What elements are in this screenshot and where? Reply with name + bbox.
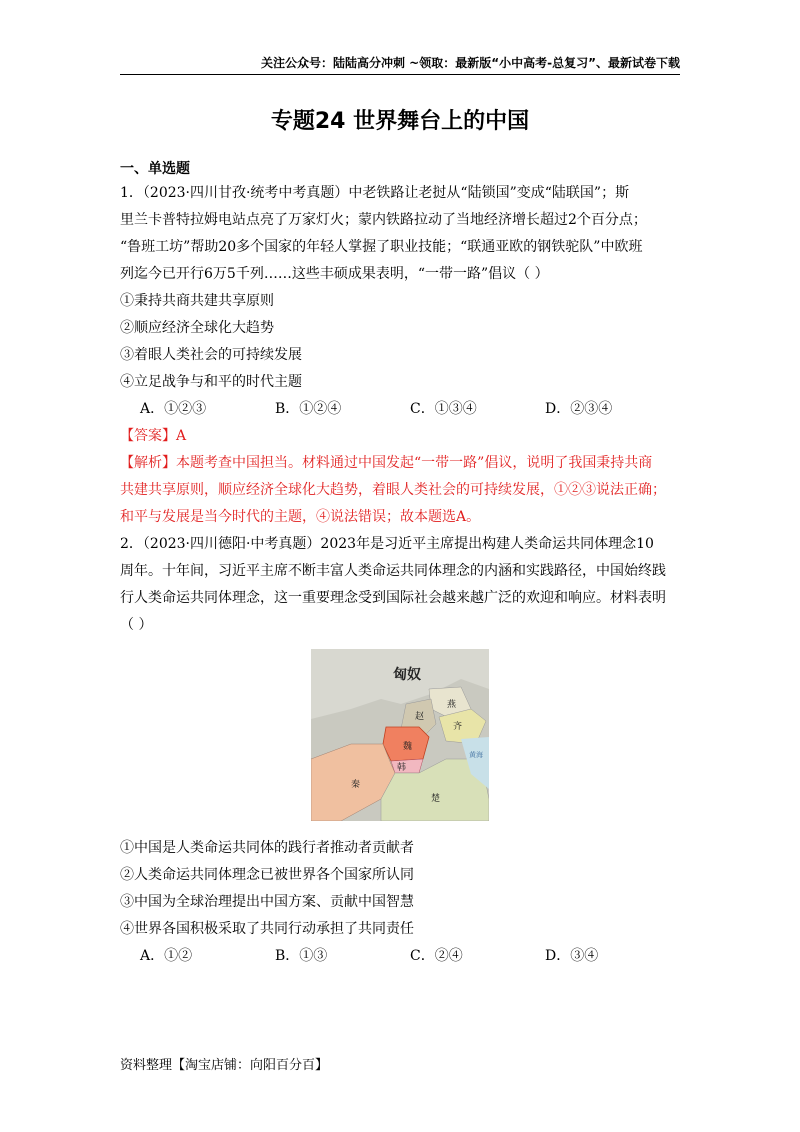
statement: ②人类命运共同体理念已被世界各个国家所认同 bbox=[120, 867, 414, 883]
question-1 bbox=[120, 180, 680, 531]
label-qin: 秦 bbox=[351, 780, 361, 790]
question-line: 里兰卡普特拉姆电站点亮了万家灯火；蒙内铁路拉动了当地经济增长超过2个百分点； bbox=[120, 212, 647, 228]
statement: ③着眼人类社会的可持续发展 bbox=[120, 347, 302, 363]
label-chu: 楚 bbox=[431, 794, 441, 804]
option-a[interactable]: A．①② bbox=[140, 948, 193, 964]
question-line: 1．（2023·四川甘孜·统考中考真题）中老铁路让老挝从“陆锁国”变成“陆联国”；斯 bbox=[120, 185, 630, 201]
options-row bbox=[120, 943, 680, 970]
statement: ④立足战争与和平的时代主题 bbox=[120, 374, 302, 390]
question-line: 周年。十年间，习近平主席不断丰富人类命运共同体理念的内涵和实践路径，中国始终践 bbox=[120, 563, 666, 579]
question-line: 2．（2023·四川德阳·中考真题）2023年是习近平主席提出构建人类命运共同体理念10 bbox=[120, 536, 654, 552]
section-heading: 一、单选题 bbox=[120, 161, 190, 177]
label-yan: 燕 bbox=[447, 700, 457, 710]
label-xiongnu: 匈奴 bbox=[393, 667, 421, 683]
analysis-line: 和平与发展是当今时代的主题，④说法错误；故本题选A。 bbox=[120, 509, 481, 525]
label-zhao: 赵 bbox=[415, 712, 425, 722]
label-han: 韩 bbox=[397, 763, 407, 773]
options-row bbox=[120, 396, 680, 423]
option-b[interactable]: B．①②④ bbox=[275, 401, 342, 417]
option-b[interactable]: B．①③ bbox=[275, 948, 328, 964]
label-sea: 黄海 bbox=[469, 751, 483, 759]
han-region bbox=[391, 759, 423, 773]
page-title: 专题24 世界舞台上的中国 bbox=[270, 109, 530, 134]
warring-states-map bbox=[311, 649, 489, 821]
option-c[interactable]: C．①③④ bbox=[410, 401, 477, 417]
label-qi: 齐 bbox=[453, 722, 463, 732]
option-c[interactable]: C．②④ bbox=[410, 948, 463, 964]
answer: 【答案】A bbox=[120, 428, 187, 444]
option-d[interactable]: D．③④ bbox=[545, 948, 599, 964]
label-wei: 魏 bbox=[403, 742, 413, 752]
statement: ④世界各国积极采取了共同行动承担了共同责任 bbox=[120, 921, 414, 937]
question-line: “鲁班工坊”帮助20多个国家的年轻人掌握了职业技能；“联通亚欧的钢铁驼队”中欧班 bbox=[120, 239, 643, 255]
statement: ①秉持共商共建共享原则 bbox=[120, 293, 274, 309]
option-d[interactable]: D．②③④ bbox=[545, 401, 613, 417]
question-line: 列迄今已开行6万5千列……这些丰硕成果表明，“一带一路”倡议（ ） bbox=[120, 266, 549, 282]
analysis-line: 【解析】本题考查中国担当。材料通过中国发起“一带一路”倡议，说明了我国秉持共商 bbox=[120, 455, 653, 471]
question-line: 行人类命运共同体理念，这一重要理念受到国际社会越来越广泛的欢迎和响应。材料表明 bbox=[120, 590, 666, 606]
statement: ①中国是人类命运共同体的践行者推动者贡献者 bbox=[120, 840, 414, 856]
page-footer: 资料整理【淘宝店铺：向阳百分百】 bbox=[120, 1058, 329, 1073]
question-line: （ ） bbox=[120, 617, 153, 633]
question-2 bbox=[120, 531, 680, 970]
statement: ③中国为全球治理提出中国方案、贡献中国智慧 bbox=[120, 894, 414, 910]
analysis-line: 共建共享原则，顺应经济全球化大趋势，着眼人类社会的可持续发展，①②③说法正确； bbox=[120, 482, 666, 498]
option-a[interactable]: A．①②③ bbox=[140, 401, 207, 417]
page-header: 关注公众号：陆陆高分冲刺 ~领取：最新版“小中高考-总复习”、最新试卷下载 bbox=[120, 56, 680, 75]
content bbox=[120, 158, 680, 970]
statement: ②顺应经济全球化大趋势 bbox=[120, 320, 274, 336]
